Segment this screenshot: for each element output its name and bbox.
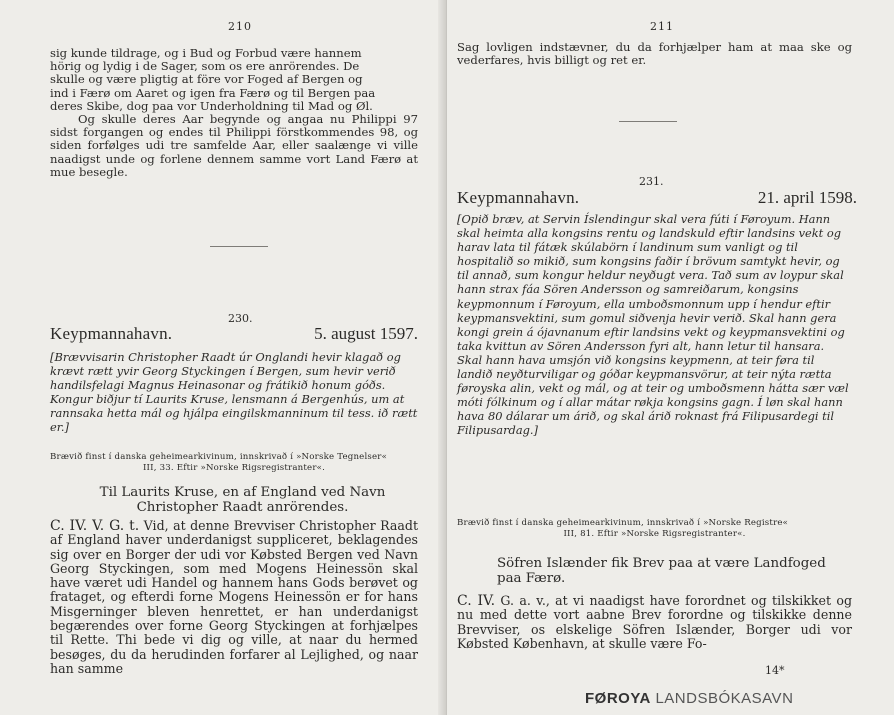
letter-date: 5. august 1597. — [314, 324, 418, 343]
intro-paragraph: Og skulle deres Aar begynde og angaa nu Philippi 97 sidst forgangen og endes til Philippi förstkommendes 98, og siden forfølges udi tre samfelde Aar, eller saalænge vi ville naadigst unde og forlene dennem samme vort Land Færø at mue besegle. — [50, 112, 418, 179]
source-line: Brævið finst í danska geheimearkivinum, innskrivað í »Norske Registre« — [457, 518, 789, 528]
right-page — [447, 0, 894, 715]
section-number: 231. — [639, 175, 664, 188]
intro-line: deres Skibe, dog paa vor Underholdning til Mad og Øl. — [50, 98, 373, 113]
source-line: III, 33. Eftir »Norske Rigsregistranter«. — [142, 462, 326, 473]
letter-address: Söfren Islænder fik Brev paa at være Landfoged paa Færø. — [497, 556, 826, 587]
body-text: G. a. v., at vi naadigst have forordnet og tilskikket og nu med dette vort aabne Brev forordne og tilskikke denne Brevviser, os elskelige Söfren Islænder, Borger udi vor Købsted København, at skulle være Fo- — [457, 593, 853, 651]
section-number: 230. — [228, 312, 253, 325]
letter-summary: [Brævvisarin Christopher Raadt úr Onglandi hevir klagað og krævt rætt yvir Georg Styckingen í Bergen, sum hevir verið handilsfelagi Magnus Heinasonar og frátikið honum góðs. Kongur biðjur tí Laurits Kruse, lensmann á Bergenhús, um at rannsaka hetta mál og hjálpa eingilskmanninum til tess. ið rætt er.] — [50, 350, 418, 435]
body-opening: C. IV. V. G. t. — [50, 518, 140, 534]
letter-body — [457, 594, 852, 651]
page-number-right: 211 — [650, 20, 674, 33]
library-stamp — [585, 690, 793, 707]
stamp-bold: FØROYA — [585, 690, 651, 707]
intro-line: sig kunde tildrage, og i Bud og Forbud være hannem — [50, 46, 362, 60]
letter-heading — [50, 324, 418, 344]
intro-line: hörig og lydig i de Sager, som os ere anrörendes. De — [50, 59, 360, 74]
intro-text-right: Sag lovligen indstævner, du da forhjælper ham at maa ske og vederfares, hvis billigt og ret er. — [457, 40, 852, 68]
letter-place: Keypmannahavn. — [50, 324, 173, 343]
source-line: III, 81. Eftir »Norske Rigsregistranter«. — [563, 528, 746, 539]
body-opening: C. IV. — [457, 593, 496, 609]
source-note — [50, 452, 418, 473]
letter-body — [50, 519, 418, 676]
source-line: Brævið finst í danska geheimearkivinum, innskrivað í »Norske Tegnelser« — [50, 452, 388, 462]
page-number-left: 210 — [228, 20, 252, 33]
source-note — [457, 518, 852, 539]
section-divider — [619, 121, 677, 122]
left-page — [0, 0, 445, 715]
intro-line: ind i Færø om Aaret og igen fra Færø og til Bergen paa — [50, 85, 376, 100]
letter-place: Keypmannahavn. — [457, 188, 580, 207]
letter-summary: [Opið bræv, at Servin Íslendingur skal vera fúti í Føroyum. Hann skal heimta alla kongsins rentu og landskuld eftir landsins vekt og harav lata til fátæk skúlabörn í landinum sum vanligt og til hospitalið so mikið, sum kongsins faðir í brövum samtykt hevir, og til annað, sum kongur heldur neyðugt vera. Tað sum av loypur skal hann strax fáa Sören Andersson og samreiðarum, kongsins keypmonnum í Føroyum, ella umboðsmonnum upp í hendur eftir keypmansvektini, sum gomul siðvenja hevir verið. Skal hann gera kongi grein á ójavnanum eftir landsins vekt og keypmansvektini og taka kvittun av Sören Andersson fyri alt, hann letur til hansara. Skal hann hava umsjón við kongsins keypmenn, at teir føra til landið neyðturviligar og góðar keypmansvörur, at teir nýta rætta føroyska alin, vekt og mál, og at teir og umboðsmenn hátta sær væl móti fólkinum og í allar mátar røkja kongsins gagn. Í løn skal hann hava 80 dálarar um árið, og skal árið roknast frá Filipusardegi til Filipusardag.] — [457, 212, 849, 438]
body-text: Vid, at denne Brevviser Christopher Raadt af England haver underdanigst suppliceret, beklagendes sig over en Borger der udi vor Købsted Bergen ved Navn Georg Styckingen, som med Mogens Heinessön skal have været udi Handel og hannem hans Gods berøvet og frataget, og efterdi forne Mogens Heinessön er for hans Misgerninger bleven henrettet, er han underdanigst begærendes over forne Georg Styckingen at forhjælpes til Rette. Thi bede vi dig og ville, at naar du hermed besøges, du da herudinden forfarer al Lejlighed, og naar han samme — [50, 518, 419, 676]
letter-heading — [457, 188, 857, 208]
intro-line: skulle og være pligtig at före vor Foged af Bergen og — [50, 72, 363, 87]
letter-address: Til Laurits Kruse, en af England ved Navn Christopher Raadt anrörendes. — [99, 485, 386, 516]
intro-text-left — [50, 47, 418, 179]
stamp-rest: LANDSBÓKASAVN — [650, 690, 794, 707]
section-divider — [210, 246, 268, 247]
signature-mark: 14* — [765, 664, 785, 677]
letter-date: 21. april 1598. — [757, 188, 857, 207]
